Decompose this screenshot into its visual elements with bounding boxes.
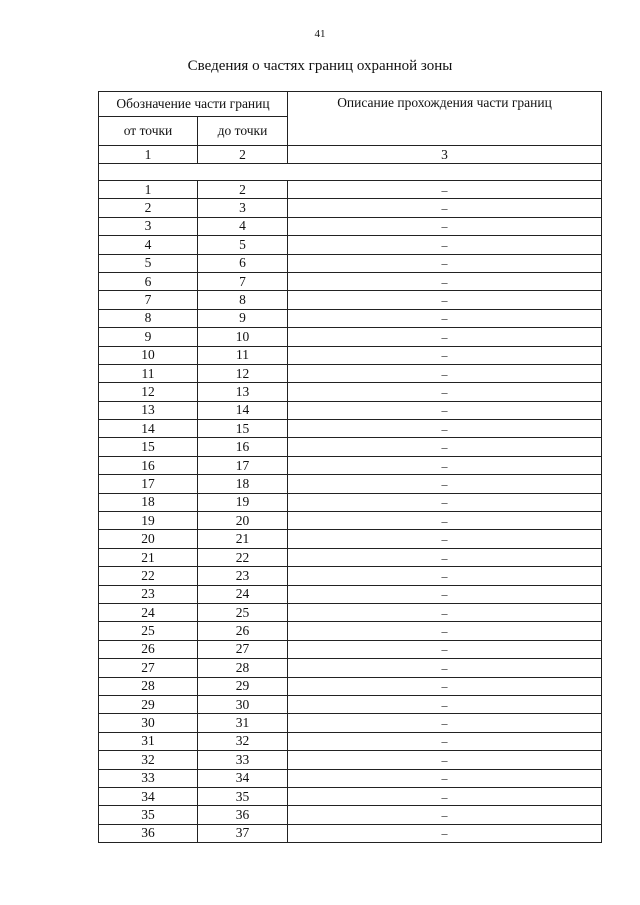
description-cell: – [288, 512, 602, 530]
to-point-cell: 3 [198, 199, 288, 217]
table-row [99, 420, 602, 438]
from-point-cell: 32 [99, 751, 198, 769]
header-description: Описание прохождения части границ [288, 92, 602, 146]
from-point-cell: 7 [99, 291, 198, 309]
to-point-cell: 27 [198, 640, 288, 658]
to-point-cell: 10 [198, 328, 288, 346]
description-cell: – [288, 622, 602, 640]
table-row [99, 824, 602, 842]
from-point-cell: 28 [99, 677, 198, 695]
page-number: 41 [314, 28, 326, 40]
table-row [99, 272, 602, 290]
to-point-cell: 20 [198, 512, 288, 530]
table-body [99, 146, 602, 843]
to-point-cell: 29 [198, 677, 288, 695]
description-cell: – [288, 346, 602, 364]
to-point-cell: 26 [198, 622, 288, 640]
from-point-cell: 5 [99, 254, 198, 272]
from-point-cell: 17 [99, 475, 198, 493]
from-point-cell: 36 [99, 824, 198, 842]
table-row [99, 530, 602, 548]
to-point-cell: 11 [198, 346, 288, 364]
table-row [99, 622, 602, 640]
to-point-cell: 25 [198, 603, 288, 621]
from-point-cell: 22 [99, 567, 198, 585]
description-cell: – [288, 309, 602, 327]
to-point-cell: 23 [198, 567, 288, 585]
column-number: 1 [99, 146, 198, 164]
table-row [99, 328, 602, 346]
to-point-cell: 13 [198, 383, 288, 401]
from-point-cell: 21 [99, 548, 198, 566]
to-point-cell: 19 [198, 493, 288, 511]
spacer-cell [99, 164, 602, 181]
table-row [99, 475, 602, 493]
boundaries-table [98, 91, 602, 843]
from-point-cell: 14 [99, 420, 198, 438]
from-point-cell: 15 [99, 438, 198, 456]
description-cell: – [288, 438, 602, 456]
column-number: 3 [288, 146, 602, 164]
to-point-cell: 4 [198, 217, 288, 235]
table-row [99, 640, 602, 658]
from-point-cell: 1 [99, 181, 198, 199]
table-row [99, 438, 602, 456]
description-cell: – [288, 364, 602, 382]
description-cell: – [288, 732, 602, 750]
table-row [99, 383, 602, 401]
description-cell: – [288, 530, 602, 548]
table-row [99, 493, 602, 511]
table-row [99, 695, 602, 713]
from-point-cell: 16 [99, 456, 198, 474]
from-point-cell: 27 [99, 659, 198, 677]
description-cell: – [288, 236, 602, 254]
from-point-cell: 10 [99, 346, 198, 364]
table-row [99, 751, 602, 769]
from-point-cell: 6 [99, 272, 198, 290]
to-point-cell: 36 [198, 806, 288, 824]
description-cell: – [288, 751, 602, 769]
to-point-cell: 12 [198, 364, 288, 382]
table-row [99, 309, 602, 327]
table-row [99, 456, 602, 474]
description-cell: – [288, 291, 602, 309]
header-from-point: от точки [99, 117, 198, 146]
table-row [99, 199, 602, 217]
to-point-cell: 2 [198, 181, 288, 199]
from-point-cell: 19 [99, 512, 198, 530]
table-row [99, 236, 602, 254]
from-point-cell: 26 [99, 640, 198, 658]
to-point-cell: 22 [198, 548, 288, 566]
description-cell: – [288, 824, 602, 842]
page-title: Сведения о частях границ охранной зоны [187, 58, 453, 74]
table-row [99, 364, 602, 382]
description-cell: – [288, 420, 602, 438]
to-point-cell: 33 [198, 751, 288, 769]
from-point-cell: 13 [99, 401, 198, 419]
column-number: 2 [198, 146, 288, 164]
to-point-cell: 14 [198, 401, 288, 419]
description-cell: – [288, 806, 602, 824]
from-point-cell: 33 [99, 769, 198, 787]
table-row [99, 346, 602, 364]
description-cell: – [288, 199, 602, 217]
description-cell: – [288, 659, 602, 677]
table-row [99, 714, 602, 732]
to-point-cell: 5 [198, 236, 288, 254]
from-point-cell: 35 [99, 806, 198, 824]
from-point-cell: 12 [99, 383, 198, 401]
from-point-cell: 34 [99, 787, 198, 805]
from-point-cell: 29 [99, 695, 198, 713]
from-point-cell: 31 [99, 732, 198, 750]
column-numbering-row [99, 146, 602, 164]
from-point-cell: 11 [99, 364, 198, 382]
table-row [99, 217, 602, 235]
to-point-cell: 17 [198, 456, 288, 474]
description-cell: – [288, 640, 602, 658]
header-boundary-designation: Обозначение части границ [99, 92, 288, 117]
to-point-cell: 24 [198, 585, 288, 603]
description-cell: – [288, 456, 602, 474]
description-cell: – [288, 181, 602, 199]
to-point-cell: 7 [198, 272, 288, 290]
table-row [99, 181, 602, 199]
description-cell: – [288, 787, 602, 805]
header-row-group [99, 92, 602, 117]
description-cell: – [288, 475, 602, 493]
description-cell: – [288, 217, 602, 235]
description-cell: – [288, 769, 602, 787]
from-point-cell: 24 [99, 603, 198, 621]
to-point-cell: 9 [198, 309, 288, 327]
table-row [99, 769, 602, 787]
table-row [99, 677, 602, 695]
table-row [99, 567, 602, 585]
to-point-cell: 30 [198, 695, 288, 713]
from-point-cell: 23 [99, 585, 198, 603]
description-cell: – [288, 401, 602, 419]
table-row [99, 732, 602, 750]
to-point-cell: 31 [198, 714, 288, 732]
from-point-cell: 30 [99, 714, 198, 732]
from-point-cell: 4 [99, 236, 198, 254]
description-cell: – [288, 695, 602, 713]
from-point-cell: 2 [99, 199, 198, 217]
to-point-cell: 15 [198, 420, 288, 438]
from-point-cell: 8 [99, 309, 198, 327]
description-cell: – [288, 383, 602, 401]
to-point-cell: 37 [198, 824, 288, 842]
description-cell: – [288, 328, 602, 346]
table-row [99, 254, 602, 272]
table-row [99, 585, 602, 603]
table-row [99, 401, 602, 419]
table-row [99, 512, 602, 530]
from-point-cell: 3 [99, 217, 198, 235]
description-cell: – [288, 585, 602, 603]
description-cell: – [288, 714, 602, 732]
to-point-cell: 34 [198, 769, 288, 787]
to-point-cell: 28 [198, 659, 288, 677]
description-cell: – [288, 493, 602, 511]
to-point-cell: 6 [198, 254, 288, 272]
table-row [99, 806, 602, 824]
table-row [99, 603, 602, 621]
description-cell: – [288, 272, 602, 290]
from-point-cell: 18 [99, 493, 198, 511]
to-point-cell: 35 [198, 787, 288, 805]
to-point-cell: 8 [198, 291, 288, 309]
description-cell: – [288, 677, 602, 695]
table-row [99, 787, 602, 805]
table-row [99, 548, 602, 566]
to-point-cell: 16 [198, 438, 288, 456]
spacer-row [99, 164, 602, 181]
table-row [99, 659, 602, 677]
description-cell: – [288, 548, 602, 566]
description-cell: – [288, 254, 602, 272]
to-point-cell: 32 [198, 732, 288, 750]
header-to-point: до точки [198, 117, 288, 146]
from-point-cell: 25 [99, 622, 198, 640]
to-point-cell: 21 [198, 530, 288, 548]
to-point-cell: 18 [198, 475, 288, 493]
description-cell: – [288, 567, 602, 585]
from-point-cell: 9 [99, 328, 198, 346]
from-point-cell: 20 [99, 530, 198, 548]
description-cell: – [288, 603, 602, 621]
table-row [99, 291, 602, 309]
